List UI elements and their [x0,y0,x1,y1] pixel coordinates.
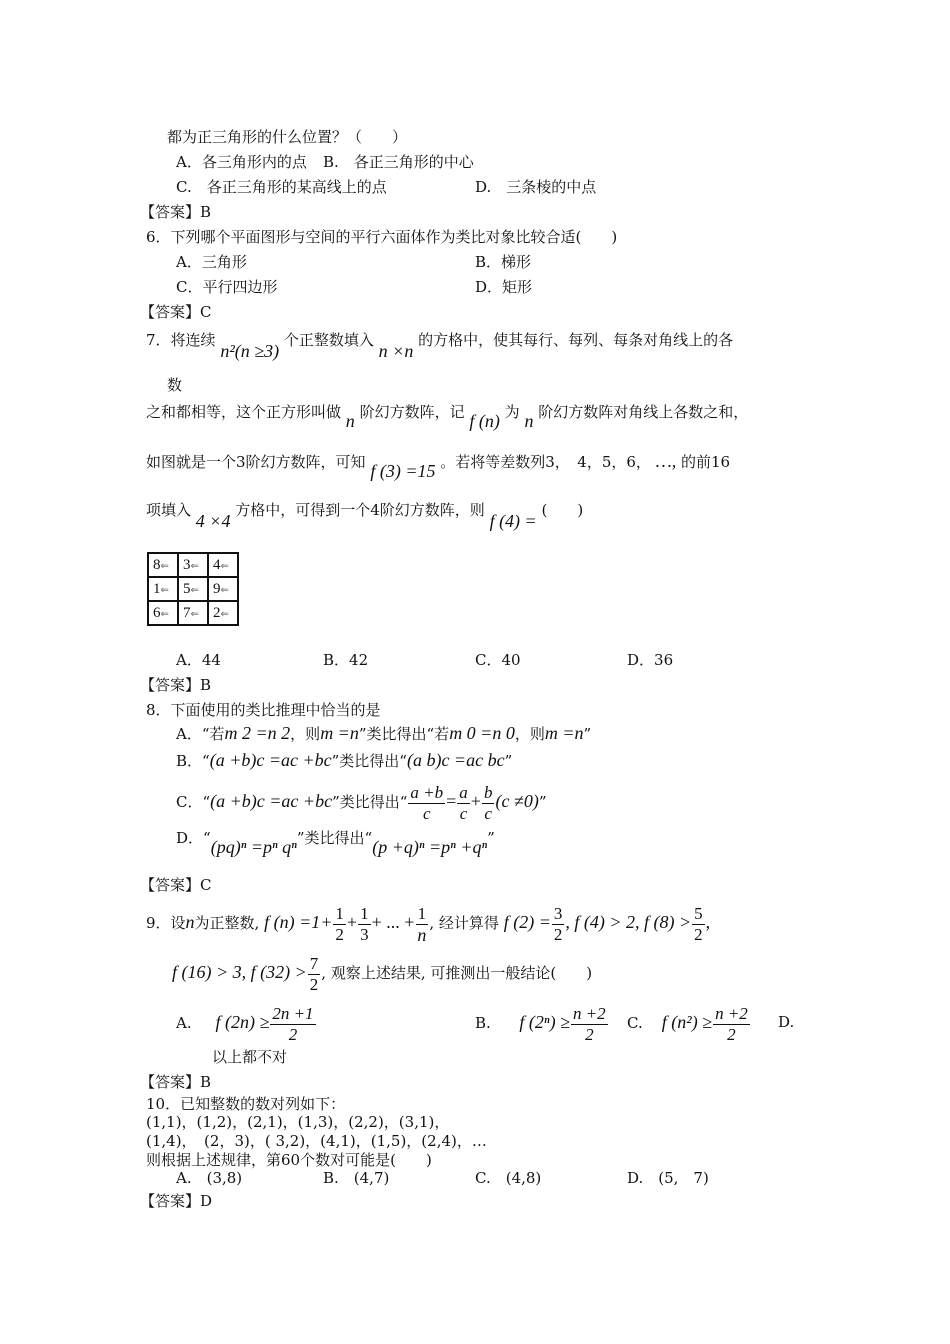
q7-stem-line1 [146,330,734,361]
q7-math-n: n [524,411,534,431]
q5-option-b: B. 各正三角形的中心 [323,153,474,171]
q6-option-d: D．矩形 [475,278,533,296]
q7-math-fn: f (n) [469,411,500,431]
q5-stem-cont: 都为正三角形的什么位置？（ ） [167,128,408,146]
q9-answer: 【答案】B [140,1073,212,1091]
q5-option-c: C. 各正三角形的某高线上的点 [176,178,387,196]
q7-option-a: A．44 [176,651,221,669]
q7-answer: 【答案】B [140,676,212,694]
grid-cell: 2⇐ [208,601,238,625]
q7-text: 7．将连续 [146,331,216,349]
q7-math-f3: f (3) =15 [370,461,436,481]
q8-option-c: C．“(a +b)c =ac +bc”类比得出“ $\frac{a +b}{c}$ = $\frac{a}{c}$ + $\frac{b}{c}$ (c ≠0)” [176,782,547,823]
q9-option-d-label: D. [778,1013,795,1031]
q10-pairs-line1: (1,1)，(1,2)，(2,1)，(1,3)，(2,2)，(3,1)， [146,1113,450,1131]
q7-math-n2: n²(n ≥3) [220,341,280,361]
grid-cell: 8⇐ [148,553,178,577]
q7-math-dots: …, [655,451,677,471]
grid-row [148,601,238,625]
q5-answer: 【答案】B [140,203,212,221]
q7-stem-line5 [146,500,584,531]
grid-cell: 5⇐ [178,577,208,601]
grid-row [148,577,238,601]
q7-text: 阶幻方数阵对角线上各数之和， [538,403,749,421]
grid-cell: 6⇐ [148,601,178,625]
q6-option-b: B．梯形 [475,253,532,271]
q8-option-b: B．“(a +b)c =ac +bc”类比得出“(a b)c =ac bc” [176,750,513,770]
q7-math-4x4: 4 ×4 [195,511,231,531]
q6-option-c: C．平行四边形 [176,278,278,296]
q7-stem-line2: 数 [167,376,183,394]
q7-text: 阶幻方数阵，记 [359,403,465,421]
q7-stem-line3 [146,402,749,431]
q10-option-c: C. (4,8) [475,1169,542,1187]
q6-answer: 【答案】C [140,303,212,321]
q8-option-a: A．“若m 2 =n 2，则m =n”类比得出“若m 0 =n 0，则m =n” [176,723,592,743]
q6-option-a: A．三角形 [176,253,247,271]
grid-row [148,553,238,577]
q7-text: 之和都相等，这个正方形叫做 [146,403,342,421]
grid-cell: 4⇐ [208,553,238,577]
q7-option-d: D．36 [627,651,674,669]
q7-text: 的前16 [681,453,731,471]
q7-text: 个正整数填入 [283,331,374,349]
q7-text: 项填入 [146,501,192,519]
q7-text: 的方格中，使其每行、每列、每条对角线上的各 [418,331,734,349]
q7-text: 为 [504,403,520,421]
q10-question: 则根据上述规律，第60个数对可能是( ) [146,1151,432,1169]
grid-cell: 1⇐ [148,577,178,601]
q7-math-f4: f (4) = [489,511,537,531]
q5-option-d: D. 三条棱的中点 [475,178,597,196]
q9-option-b: B. f (2ⁿ) ≥ $\frac{n +2}{2}$ [475,1003,606,1044]
grid-cell: 3⇐ [178,553,208,577]
q10-option-d: D. (5, 7) [627,1169,709,1187]
magic-square-grid [147,552,239,626]
q10-option-a: A. (3,8) [176,1169,243,1187]
q9-option-a: A. f (2n) ≥ $\frac{2n +1}{2}$ [176,1003,314,1044]
q10-answer: 【答案】D [140,1192,213,1210]
q7-stem-line4 [146,451,731,481]
q7-math-n: n [345,411,355,431]
q8-option-d: D．“(pq)ⁿ =pⁿ qⁿ”类比得出“(p +q)ⁿ =pⁿ +qⁿ” [176,829,495,857]
q9-stem-line2: f (16) > 3, f (32) > $\frac{7}{2}$ , 观察上述结果, 可推测出一般结论( ) [172,953,593,994]
q7-text: ( ) [541,501,584,519]
q9-option-d: 以上都不对 [212,1048,288,1066]
q9-option-c: C. f (n²) ≥ $\frac{n +2}{2}$ [627,1003,748,1044]
q7-math-nxn: n ×n [378,341,414,361]
q7-option-b: B．42 [323,651,369,669]
q8-stem: 8．下面使用的类比推理中恰当的是 [146,701,381,719]
q7-text: 方格中，可得到一个4阶幻方数阵，则 [235,501,485,519]
grid-cell: 7⇐ [178,601,208,625]
q7-text: 如图就是一个3阶幻方数阵，可知 [146,453,366,471]
q8-answer: 【答案】C [140,876,212,894]
q10-option-b: B. (4,7) [323,1169,390,1187]
q9-stem-line1: 9．设n为正整数, f (n) =1+ $\frac{1}{2}$ + $\frac{1}{3}$ + ... + $\frac{1}{n}$ , 经计算得 f (2) = $\frac{3}{2}$ , f (4) > 2, f (8) > $\frac{5}{2}$ , [146,903,711,945]
q10-pairs-line2: (1,4)， (2，3)，( 3,2)，(4,1)，(1,5)，(2,4)，… [146,1132,487,1150]
q7-text: 。若将等差数列3， 4，5，6， [440,453,651,471]
q6-stem: 6．下列哪个平面图形与空间的平行六面体作为类比对象比较合适( ) [146,228,618,246]
q7-option-c: C．40 [475,651,521,669]
q5-option-a: A．各三角形内的点 [176,153,307,171]
grid-cell: 9⇐ [208,577,238,601]
q10-stem: 10．已知整数的数对列如下： [146,1095,346,1113]
